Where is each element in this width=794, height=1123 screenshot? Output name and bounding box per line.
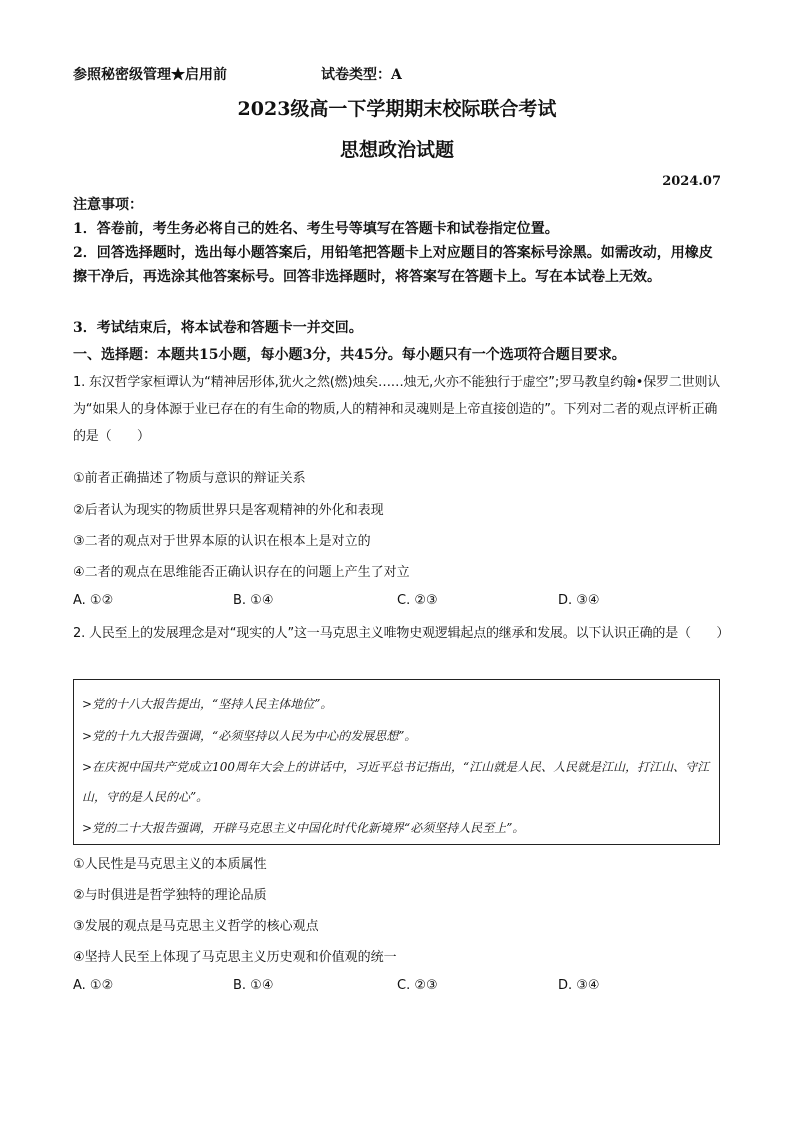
secret-level-label: 参照秘密级管理★启用前 [73,67,227,83]
question-1-choice-c: C. ②③ [397,593,438,608]
question-2-choices [73,978,723,998]
exam-title: 2023级高一下学期期末校际联合考试 [237,98,557,120]
exam-subtitle: 思想政治试题 [339,139,454,161]
question-1-choice-b: B. ①④ [233,593,274,608]
question-1-option-3: ③二者的观点对于世界本原的认识在根本上是对立的 [73,534,371,549]
question-2-choice-a: A. ①② [73,978,114,993]
question-2-choice-c: C. ②③ [397,978,438,993]
exam-date: 2024.07 [662,174,721,189]
header-line [73,64,402,84]
paper-type-label: 试卷类型：A [321,67,402,83]
question-1-choice-d: D. ③④ [558,593,600,608]
question-2-option-2: ②与时俱进是哲学独特的理论品质 [73,888,267,903]
notice-item-2: 2．回答选择题时，选出每小题答案后，用铅笔把答题卡上对应题目的答案标号涂黑。如需改动，用橡皮擦干净后，再选涂其他答案标号。回答非选择题时，将答案写在答题卡上。写在本试卷上无效。 [73,245,713,285]
question-2-stem: 2. 人民至上的发展理念是对“现实的人”这一马克思主义唯物史观逻辑起点的继承和发展。以下认识正确的是（ ） [73,626,730,641]
quote-line-4: >党的二十大报告强调，开辟马克思主义中国化时代化新境界“必须坚持人民至上”。 [82,821,525,835]
quote-line-2: >党的十九大报告强调，“必须坚持以人民为中心的发展思想”。 [82,729,417,743]
quote-box [73,679,720,845]
notice-item-3: 3．考试结束后，将本试卷和答题卡一并交回。 [73,320,363,336]
question-1-option-2: ②后者认为现实的物质世界只是客观精神的外化和表现 [73,503,384,518]
section-heading: 一、选择题：本题共15小题，每小题3分，共45分。每小题只有一个选项符合题目要求。 [73,347,626,363]
notice-heading: 注意事项： [73,197,143,213]
question-1-stem: 1. 东汉哲学家桓谭认为“精神居形体,犹火之然(燃)烛矣……烛无,火亦不能独行于虚空”;罗马教皇约翰•保罗二世则认为“如果人的身体源于业已存在的有生命的物质,人的精神和灵魂则是上帝直接创造的”。下列对二者的观点评析正确的是（ ） [73,375,721,444]
quote-line-1: >党的十八大报告提出，“坚持人民主体地位”。 [82,697,333,711]
question-1-option-4: ④二者的观点在思维能否正确认识存在的问题上产生了对立 [73,565,410,580]
notice-item-1: 1．答卷前，考生务必将自己的姓名、考生号等填写在答题卡和试卷指定位置。 [73,221,559,237]
question-2-option-1: ①人民性是马克思主义的本质属性 [73,857,267,872]
question-1-choices [73,593,723,613]
question-2-option-4: ④坚持人民至上体现了马克思主义历史观和价值观的统一 [73,950,397,965]
question-2-choice-d: D. ③④ [558,978,600,993]
question-2-option-3: ③发展的观点是马克思主义哲学的核心观点 [73,919,319,934]
question-1-choice-a: A. ①② [73,593,114,608]
question-2-choice-b: B. ①④ [233,978,274,993]
question-1-option-1: ①前者正确描述了物质与意识的辩证关系 [73,471,306,486]
quote-line-3: >在庆祝中国共产党成立100周年大会上的讲话中，习近平总书记指出，“江山就是人民、人民就是江山，打江山、守江山，守的是人民的心”。 [82,760,710,804]
